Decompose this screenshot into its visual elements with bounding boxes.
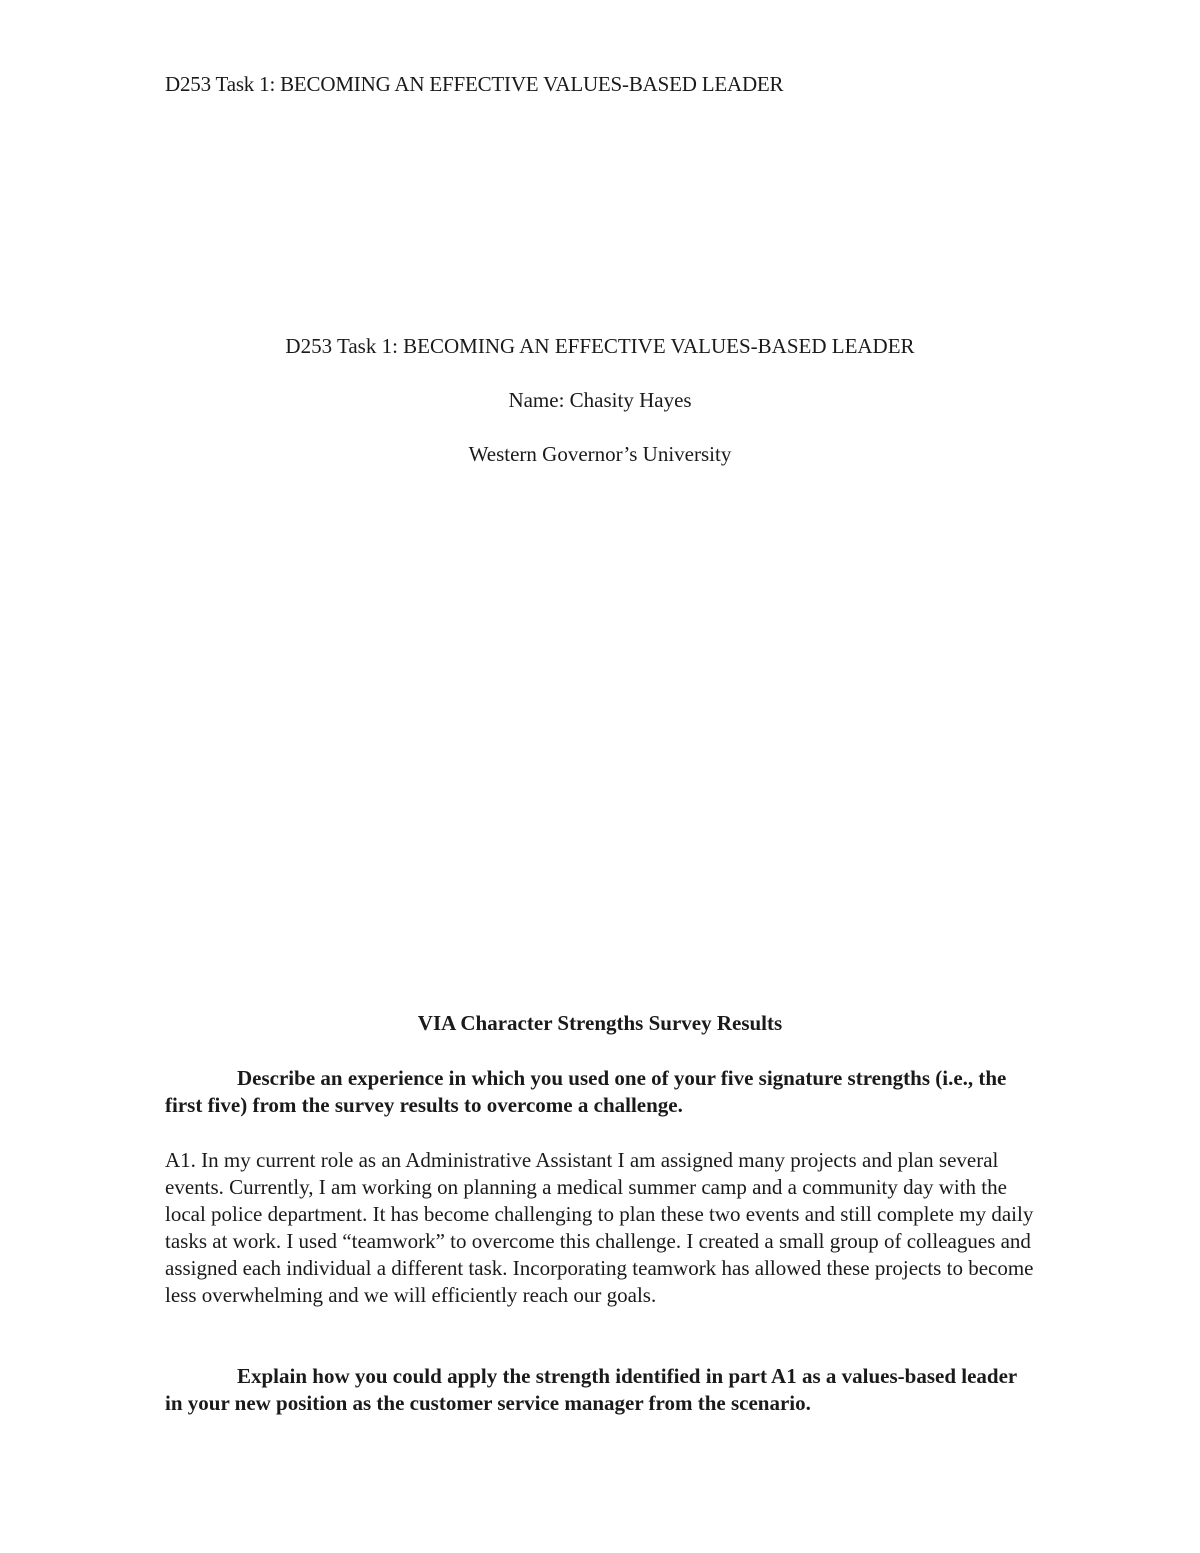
running-head: D253 Task 1: BECOMING AN EFFECTIVE VALUES-BASED LEADER [165,72,784,96]
paper-title: D253 Task 1: BECOMING AN EFFECTIVE VALUES-BASED LEADER [285,334,915,358]
answer-a1: A1. In my current role as an Administrative Assistant I am assigned many projects and plan several events. Currently, I am working on planning a medical summer camp and a community day with the local police department. It has become challenging to plan these two events and still complete my daily tasks at work. I used “teamwork” to overcome this challenge. I created a small group of colleagues and assigned each individual a different task. Incorporating teamwork has allowed these projects to become less overwhelming and we will efficiently reach our goals. [165,1148,1034,1307]
section-heading: VIA Character Strengths Survey Results [417,1011,783,1035]
author-name: Name: Chasity Hayes [508,388,692,412]
institution-name: Western Governor’s University [468,442,732,466]
prompt-a1: Describe an experience in which you used one of your five signature strengths (i.e., the first five) from the survey results to overcome a challenge. [165,1066,1007,1117]
prompt-a2: Explain how you could apply the strength identified in part A1 as a values-based leader in your new position as the customer service manager from the scenario. [165,1364,1017,1415]
